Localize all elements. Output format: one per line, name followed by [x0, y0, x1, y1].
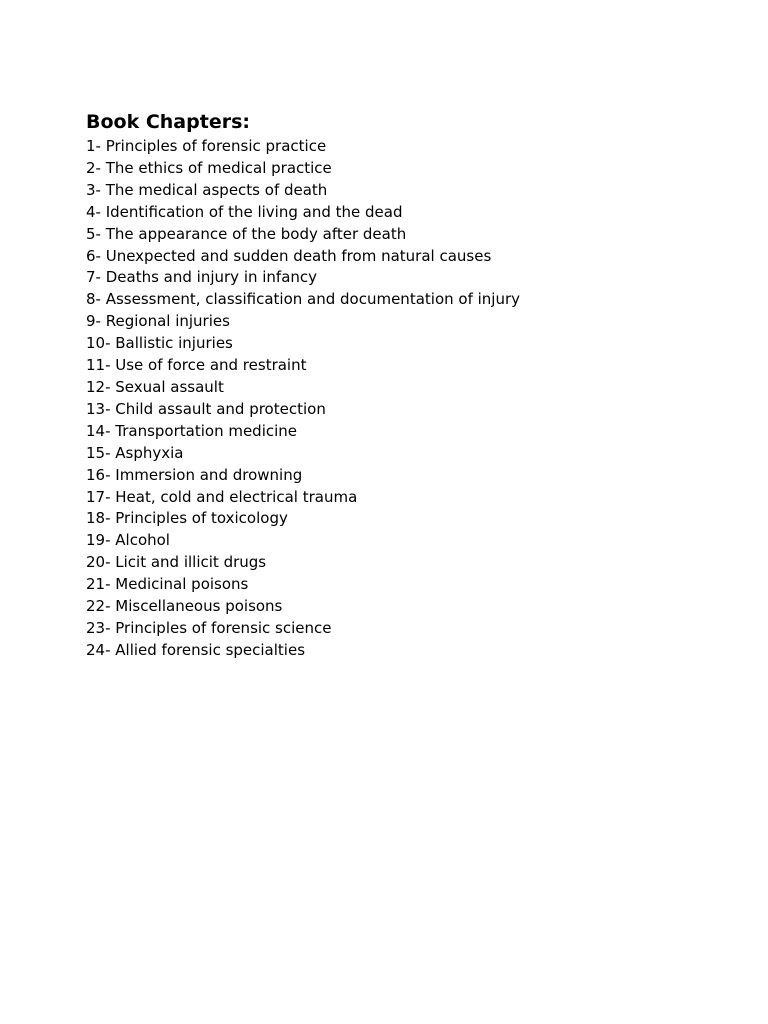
- chapter-item: 4- Identification of the living and the dead: [86, 202, 403, 221]
- chapter-item: 16- Immersion and drowning: [86, 465, 303, 484]
- chapter-item: 7- Deaths and injury in infancy: [86, 268, 318, 287]
- chapter-item: 8- Assessment, classification and documentation of injury: [86, 290, 521, 309]
- chapter-item: 15- Asphyxia: [86, 443, 184, 462]
- chapter-item: 20- Licit and illicit drugs: [86, 553, 267, 572]
- chapter-item: 23- Principles of forensic science: [86, 618, 332, 637]
- chapter-item: 12- Sexual assault: [86, 377, 224, 396]
- chapter-list: [86, 136, 726, 662]
- page-title: Book Chapters:: [86, 111, 250, 133]
- chapter-item: 11- Use of force and restraint: [86, 356, 307, 375]
- chapter-item: 13- Child assault and protection: [86, 399, 326, 418]
- chapter-item: 9- Regional injuries: [86, 312, 230, 331]
- chapter-item: 3- The medical aspects of death: [86, 180, 328, 199]
- chapter-item: 1- Principles of forensic practice: [86, 137, 327, 155]
- chapter-item: 14- Transportation medicine: [86, 421, 298, 440]
- chapter-item: 2- The ethics of medical practice: [86, 158, 332, 177]
- chapter-item: 5- The appearance of the body after death: [86, 224, 407, 243]
- chapter-item: 18- Principles of toxicology: [86, 509, 288, 528]
- chapter-item: 22- Miscellaneous poisons: [86, 597, 283, 616]
- chapter-item: 19- Alcohol: [86, 531, 170, 550]
- chapter-item: 17- Heat, cold and electrical trauma: [86, 487, 358, 506]
- chapter-item: 6- Unexpected and sudden death from natural causes: [86, 246, 492, 265]
- chapter-item: 24- Allied forensic specialties: [86, 640, 306, 659]
- chapter-item: 21- Medicinal poisons: [86, 575, 249, 594]
- chapter-item: 10- Ballistic injuries: [86, 334, 233, 353]
- chapters-section: [86, 108, 726, 662]
